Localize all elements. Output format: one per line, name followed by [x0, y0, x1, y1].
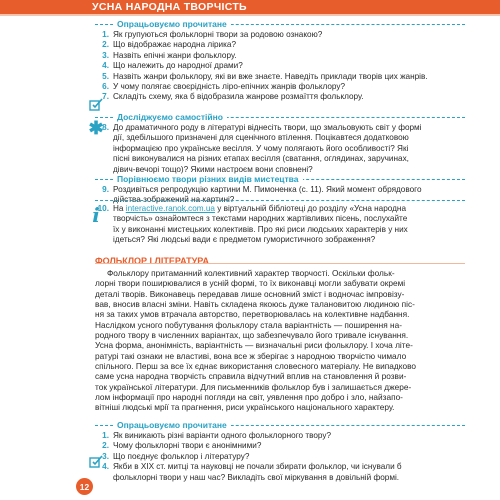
- text-line: Роздивіться репродукцію картини М. Пимоненка (с. 11). Який момент обрядового: [113, 185, 422, 194]
- item-number: 1.: [102, 30, 109, 39]
- item-number: 3.: [102, 50, 109, 60]
- section-heading: [95, 19, 465, 29]
- library-link[interactable]: interactive.ranok.com.ua: [125, 204, 215, 213]
- section-label: Опрацьовуємо прочитане: [113, 19, 231, 29]
- page-number: 12: [76, 478, 93, 495]
- text-line: пісні виконувалися на різних етапах весілля (сватання, оглядинах, заручинах,: [113, 154, 409, 164]
- text-line: [113, 204, 465, 214]
- text-rest: у віртуальній бібліотеці до розділу «Усна народна: [214, 204, 407, 213]
- item-number: 7.: [102, 92, 109, 102]
- article-heading: [95, 251, 465, 266]
- item-number: 3.: [102, 451, 109, 461]
- list-item: [95, 72, 465, 82]
- section-heading: [95, 420, 465, 430]
- list-item: [95, 82, 465, 92]
- item-number: 9.: [102, 185, 109, 194]
- section-review-2: [95, 420, 465, 483]
- list-item: [95, 40, 465, 50]
- text-prefix: На: [113, 204, 126, 213]
- text-line: вітніші людські мрії та прагнення, риси українського національного характеру.: [95, 402, 395, 413]
- header-rule: [0, 14, 500, 16]
- section-review-1: [95, 19, 465, 103]
- item-text: Складіть схему, яка б відобразила жанрове розмаїття фольклору.: [113, 92, 364, 102]
- pencil-check-icon: [88, 97, 104, 113]
- text-line: їх у виконанні мистецьких колективів. Про які риси людських характерів у них: [113, 224, 408, 234]
- text-line: творчість» ознайомтеся з текстами народних жартівливих пісень, послухайте: [113, 214, 408, 224]
- item-text: [113, 204, 465, 246]
- text-line: До драматичного роду в літературі віднесіть твори, що змальовують світ у формі: [113, 123, 422, 132]
- header-title: УСНА НАРОДНА ТВОРЧІСТЬ: [92, 1, 247, 13]
- section-research: [95, 112, 465, 175]
- text-line: Якби в ХІХ ст. митці та науковці не почали збирати фольклор, чи існували б: [113, 462, 402, 472]
- text-line: деталі творів. Виконавець передавав лише основний зміст і водночас імпровізу-: [95, 288, 405, 299]
- item-text: Назвіть жанри фольклору, які ви вже знаєте. Наведіть приклади творів цих жанрів.: [113, 71, 428, 81]
- list-item: [95, 123, 465, 175]
- question-list: [95, 30, 465, 103]
- section-heading: [95, 174, 465, 184]
- item-number: 4.: [102, 61, 109, 71]
- text-line: родного твору в численних варіантах, що забезпечувало його тривале існування.: [95, 330, 409, 341]
- text-line: лом інформації про народні погляди на світ, уявлення про добро і зло, найзапо-: [95, 392, 403, 403]
- page-header: [0, 0, 500, 14]
- section-heading: [95, 112, 465, 122]
- text-line: дійства зображений на картині?: [113, 195, 235, 205]
- item-text: Як виникають різні варіанти одного фольклорного твору?: [113, 431, 331, 440]
- text-line: лорні твори поширювалися в усній формі, то їх виконавці могли забувати окремі: [95, 278, 406, 289]
- section-label: Порівнюємо твори різних видів мистецтва: [113, 174, 303, 184]
- item-number: 10.: [97, 204, 109, 213]
- item-number: 8.: [102, 123, 109, 132]
- question-list: [95, 123, 465, 175]
- heading-title: ФОЛЬКЛОР І ЛІТЕРАТУРА: [95, 256, 209, 266]
- item-number: 1.: [102, 431, 109, 440]
- item-text: Назвіть епічні жанри фольклору.: [113, 50, 237, 60]
- text-line: ідеться? Які людські вади є предметом гумористичного зображення?: [113, 235, 376, 245]
- item-text: [113, 123, 465, 175]
- info-icon: i: [92, 203, 100, 227]
- asterisk-icon: ✱: [88, 117, 104, 138]
- item-text: Що відображає народна лірика?: [113, 40, 237, 50]
- list-item: [95, 462, 465, 483]
- text-line: Наслідком усного побутування фольклору стала варіантність — поширення на-: [95, 319, 402, 330]
- question-list: [95, 204, 465, 246]
- text-line: дівич-вечорі тощо)? Якими настроєм вони сповнені?: [113, 164, 313, 174]
- text-line: саме усна народна творчість справила відчутний вплив на становлення й розви-: [95, 371, 407, 382]
- item-number: 6.: [102, 82, 109, 92]
- question-list: [95, 431, 465, 483]
- text-line: фольклорні твори у наш час? Викладіть свої міркування в довільній формі.: [113, 472, 400, 482]
- item-number: 4.: [102, 462, 109, 472]
- text-line: ратурі такі ознаки не властиві, вона все ж зберігає з народною творчістю чимало: [95, 350, 407, 361]
- list-item: [95, 204, 465, 246]
- item-text: Як групуються фольклорні твори за родовою ознакою?: [113, 30, 323, 39]
- item-text: Що поєднує фольклор і літературу?: [113, 451, 250, 461]
- list-item: [95, 452, 465, 462]
- item-text: Чому фольклорні твори є анонімними?: [113, 441, 262, 451]
- text-line: спільного. Перш за все їх єднає використання словесного матеріалу. Не випадково: [95, 361, 417, 372]
- section-label: Опрацьовуємо прочитане: [113, 420, 231, 430]
- pencil-check-icon: [88, 454, 104, 470]
- section-virtual-library: [95, 200, 465, 246]
- list-item: [95, 51, 465, 61]
- list-item: [95, 30, 465, 40]
- item-number: 5.: [102, 71, 109, 81]
- heading-underline: [95, 263, 465, 264]
- item-number: 2.: [102, 40, 109, 50]
- text-line: ня за таких умов втрачала авторство, перетворювалась на колективне надбання.: [95, 309, 410, 320]
- item-number: 2.: [102, 441, 109, 451]
- item-text: Що належить до народної драми?: [113, 61, 243, 71]
- text-line: інформацією про українське весілля. У чому полягають його особливості? Які: [113, 143, 409, 153]
- text-line: ток української літератури. Для письменників фольклор був і залишається джере-: [95, 381, 412, 392]
- text-line: Усна форма, анонімність, варіантність — визначальні риси фольклору. І хоча літе-: [95, 340, 413, 351]
- item-text: [113, 462, 465, 483]
- list-item: [95, 441, 465, 451]
- text-line: дії, здебільшого призначені для сценічного втілення. Поцікавтеся додатковою: [113, 133, 409, 143]
- list-item: [95, 61, 465, 71]
- body-paragraph: [95, 268, 465, 413]
- section-label: Досліджуємо самостійно: [113, 112, 227, 122]
- list-item: [95, 431, 465, 441]
- item-text: У чому полягає своєрідність ліро-епічних жанрів фольклору?: [113, 82, 346, 92]
- list-item: [95, 92, 465, 102]
- text-line: Фольклору притаманний колективний характер творчості. Оскільки фольк-: [107, 268, 395, 278]
- text-line: вав, вносив власні зміни. Навіть складена якоюсь дуже талановитою людиною піс-: [95, 299, 415, 310]
